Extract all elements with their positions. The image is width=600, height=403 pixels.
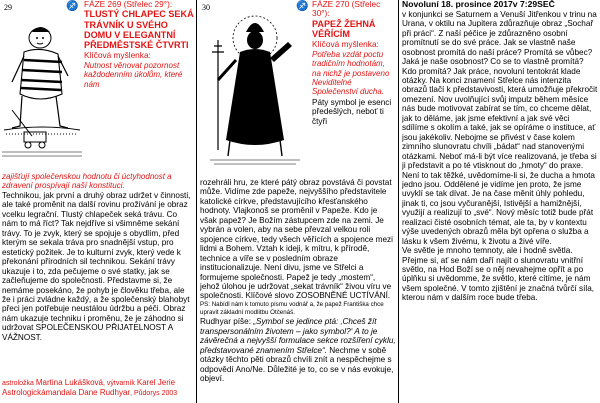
body-text: rozehráli hru, ze které pátý obraz povstává či povstat může. Vidíme zde papeže, nejvyššího představitele katolické církve, představujícího křesťanského hodnoty. Vlajkonoš se proměnil v Papeže. Kdo je však papež? Je Božím zástupcem zde na zemi. Je vybrán a volen, aby na sebe převzal velkou roli spojence církve, tedy všech věřících a spojence mezi lidmi a Bohem. Vztah k ideji, k mítru, k přírodě, technice a víře se v posledním obraze institucionalizuje. Není divu, jsme ve Střelci a formujeme společnosti. Papež je tedy „mostem“, jehož úlohou je udržovat „sekat trávník“ živou víru ve společnosti. Klíčové slovo ZOSOBNĚNÉ UCTÍVÁNÍ. [200,178,393,301]
key-text: Potřeba vzdát poctu tradičním hodnotám, na nichž je postaveno Neviditelné Společenství ducha. [312,49,390,97]
sagittarius-icon: ♐ [66,1,79,12]
postscript-note: PS: Nabídl nám k tomuto písmu vodnář a, že papež Františka chce upravit základní modlitbu Otčenáš. [200,300,384,317]
phase-label: FÁZE 270 (Střelec 30°): [312,0,381,19]
credit-prefix: astroložka [2,380,36,387]
phase-title: TLUSTÝ CHLAPEC SEKÁ TRÁVNÍK U SVÉHO DOMU V ELEGANTNÍ PŘEDMĚSTSKÉ ČTVRTI [84,9,194,51]
credits [2,379,194,399]
column-sagittarius-30 [200,0,396,403]
phase-title: PAPEŽ ŽEHNÁ VĚŘÍCÍM [312,18,376,40]
phase-number: 29 [4,3,12,12]
column-divider-1 [196,0,197,403]
credit-publisher: , Půdorys 2003 [130,389,178,397]
lead-text: Páty symbol je esenci předešlých, neboť ti čtyři [312,97,392,126]
rudhyar-quote: „Symbol se jedince ptá: ‚Chceš žít transpersonálním životem – jako symbol?‘ A to je závěrečná a nejvyšší formulace sekce rozšíření cyklu, představované znamením Střelce“. [200,317,396,355]
credit-author-b: Karel Jerie [136,378,176,387]
key-label: Klíčová myšlenka: [312,39,379,50]
mowing-boy-illustration [2,0,82,170]
body-text: Technikou, jak první a druhý obraz udržet v činnosti, ale také proměnit na další rovinu prožívání je obraz vcelku legrační. Tlustý chlapeček seká trávu. Co nám to má říct? Tak nejdříve si všimněme sekání trávy. To je zvyk, který se spojuje s obydlím, před kterým se sekala tráva pro snadnější vstup, pro estetický požitek. Je to kulturní zvyk, který vede k překonání přírodních sil technikou. Sekání trávy ukazuje i to, zda pečujeme o své statky, jak se začleňujeme do společnosti. Představme si, že nemáme posekáno, že pohyb je člověku třeba, ale že i práci zvládne každý, a že společenský blahobyt přeci jen potřebuje neustálou údržbu a péči. Obraz nám ukazuje techniku i proměnu, že je záhodno si udržovat SPOLEČENSKOU PŘIJATELNOST A VÁŽNOST. [2,191,191,342]
phase-block [84,0,194,170]
credit-author-a: Martina Lukášková [35,378,104,387]
quote-intro: Rudhyar píše: [200,317,254,327]
boy-mowing-drawing [2,0,82,170]
column-sagittarius-29 [2,0,194,403]
pope-illustration [200,0,310,176]
column-divider-2 [398,0,399,403]
key-text-start: Nutnost věnovat pozornost každodenním úkolům, které nám [84,60,183,89]
phase-number: 30 [202,3,210,12]
new-moon-title: Novoluní 18. prosince 2017v 7:29SEČ [402,0,555,9]
phase-label: FÁZE 269 (Střelec 29°): [84,0,173,9]
credit-mid: , výtvarník [103,380,137,387]
body-flow [200,178,396,383]
new-moon-text: v konjunkci se Saturnem a Venuší Jitřenkou v trinu na Urana, v oktilu na Jupitera zdůrazňuje obraz „Sochař při práci“. Z naší péčice je zdůrazněno osobní promítnutí se do své práce. Jak se vlastně naše osobnost promítá do naší práce? Promítá se vůbec? Jaká je naše osobnost? Co se to vlastně promítá? Kdo promítá? Jak práce, novoluní tentokrát klade otázky. Na konci znamení Střelce nás intenzita obrazů tlačí k představivosti, která umožňuje překročit omezení. Nov uvolňující svůj impulz během měsíce nás bude motivovat zabírat se tím, co chceme dělat, jak to děláme, jak jsme efektivní a jak své věci sdílíme s okolím a také, jak se opíráme o instituce, ať jsou jakékoliv. Nebojme se přivést v čase kolem zimního slunovratu chvíli „bádat“ nad stanovenými otázkami. Neboť má-li být více realizovaná, je třeba si ji představit a po té vtisknout do „hmoty“ do praxe. Není to tak těžké, uvědomíme-li si, že ducha a hmota jedno jsou. Oddělené je vidíme jen proto, že jsme uvyklí se tak dívat. Je na čase měnit úhly pohledu, jinak ti, co jsou vyčuranější, Istivější a hamižnější, využijí a realizují to „své“. Nový měsíc totiž bude přát realizaci čisté osobních témat, ale ta, by v kontextu výše uvedených obrazů měla být opřena o služba a lásku k všem živému, k životu a živé víře. Ve světle je mnoho temnoty, ale i hodně světla. Přejme si, ať se nám daří najít o slunovratu vnitřní světlo, na Hod Boží se o něj nevahejme opřít a po úplňku si uvědomme, že světlo, které cítíme, je nám všem společné. V tomto zjištění je značná tvůrčí síla, kterou nám v dalším roce bude třeba. [402,9,598,303]
key-text-continued: zajišťují společenskou hodnotu či úctyhodnost a zdravení prospívají naší konstituci. [2,172,172,191]
credit-source: Astrologickámandala Dane Rudhyar [2,387,131,397]
pope-drawing [200,0,310,176]
column-new-moon [402,0,598,403]
quote-paragraph [200,317,396,383]
key-label: Klíčová myšlenka: [84,50,151,61]
closing-text: Nechme v sobě otázky těchto pěti obrazů chvíli znít a nespěchejme s odpovědí Ano/Ne. Důležité je to, co se v nás evokuje, objeví. [200,345,394,384]
phase-block [312,0,396,176]
sagittarius-icon: ♐ [296,1,309,12]
